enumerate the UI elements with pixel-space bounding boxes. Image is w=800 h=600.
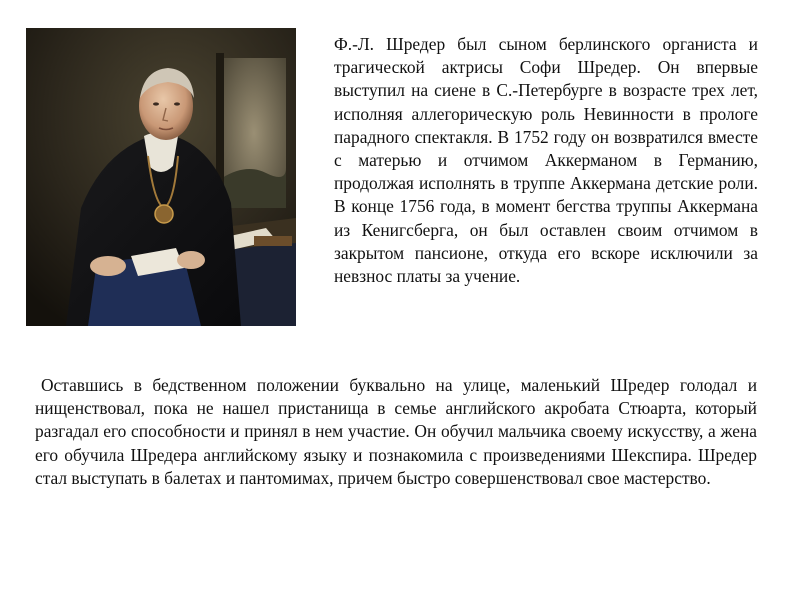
paragraph-biography-stuart: Оставшись в бедственном положении буквально на улице, маленький Шредер голодал и нищенствовал, пока не нашел пристанища в семье английского акробата Стюарта, который разгадал его способности и принял в нем участие. Он обучил мальчика своему искусству, а жена его обучила Шредера английскому языку и познакомила с произведениями Шекспира. Шредер стал выступать в балетах и пантомимах, причем быстро совершенствовал свое мастерство. bbox=[35, 375, 757, 488]
paragraph-biography-early: Ф.-Л. Шредер был сыном берлинского органиста и трагической актрисы Софи Шредер. Он впервые выступил на сиене в С.-Петербурге в возрасте трех лет, исполняя аллегорическую роль Невинности в прологе парадного спектакля. В 1752 году он возвратился вместе с матерью и отчимом Аккерманом в Германию, продолжая исполнять в труппе Аккермана детские роли. В конце 1756 года, в момент бегства труппы Аккермана из Кенигсберга, он был оставлен своим отчимом в закрытом пансионе, откуда его вскоре исключили за невзнос платы за учение. bbox=[334, 34, 758, 287]
portrait-painting bbox=[26, 28, 296, 326]
portrait-painting-icon bbox=[26, 28, 296, 326]
